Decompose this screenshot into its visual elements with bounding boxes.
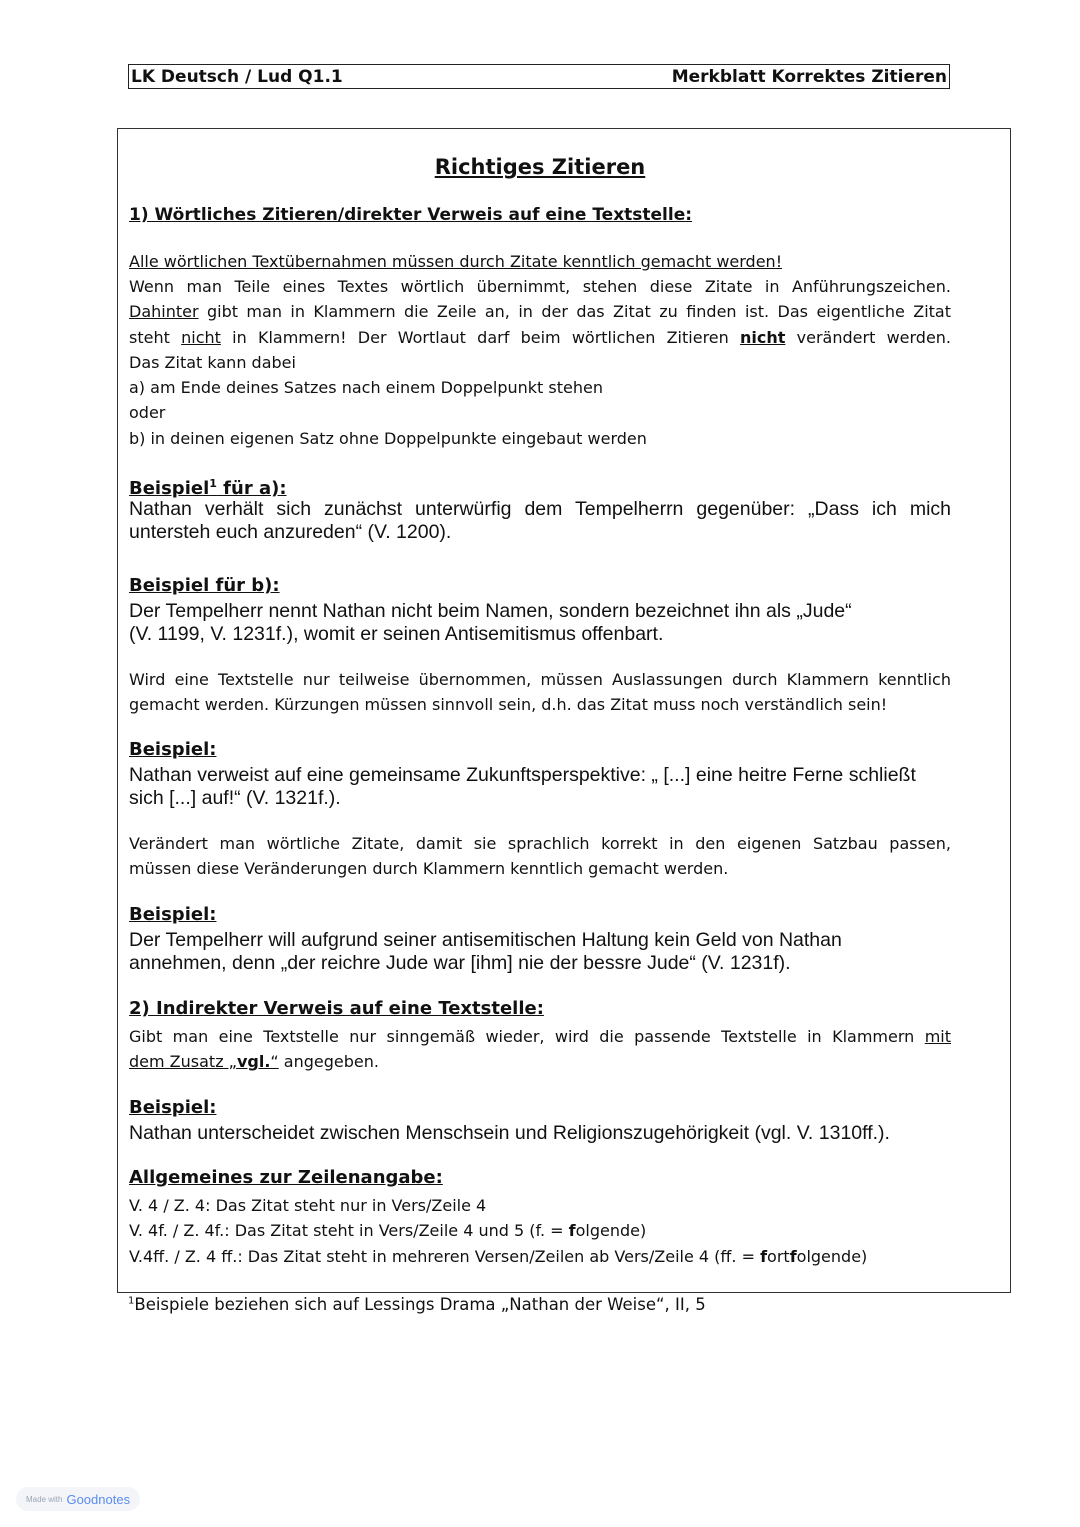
paragraph-line: Dahinter gibt man in Klammern die Zeile an, in der das Zitat zu finden ist. Das eigentliche Zitat xyxy=(129,302,951,321)
paragraph-line: dem Zusatz „vgl.“ angegeben. xyxy=(129,1052,379,1071)
list-item: V.4ff. / Z. 4 ff.: Das Zitat steht in mehreren Versen/Zeilen ab Vers/Zeile 4 (ff. = fortfolgende) xyxy=(129,1247,868,1266)
list-item: V. 4 / Z. 4: Das Zitat steht nur in Vers/Zeile 4 xyxy=(129,1196,487,1215)
example-line: annehmen, denn „der reichre Jude war [ihm] nie der bessre Jude“ (V. 1231f). xyxy=(129,952,791,974)
example-b-heading: Beispiel für b): xyxy=(129,575,280,596)
paragraph-line: Verändert man wörtliche Zitate, damit sie sprachlich korrekt in den eigenen Satzbau passen, xyxy=(129,834,951,853)
example-c-heading: Beispiel: xyxy=(129,739,217,760)
example-e-heading: Beispiel: xyxy=(129,1097,217,1118)
example-line: untersteh euch anzureden“ (V. 1200). xyxy=(129,521,452,543)
example-line: Nathan verweist auf eine gemeinsame Zukunftsperspektive: „ [...] eine heitre Ferne schließt xyxy=(129,764,916,786)
rule-text: Alle wörtlichen Textübernahmen müssen durch Zitate kenntlich gemacht werden! xyxy=(129,252,783,271)
goodnotes-logo: Goodnotes xyxy=(66,1491,131,1507)
paragraph-line: müssen diese Veränderungen durch Klammern kenntlich gemacht werden. xyxy=(129,859,729,878)
example-line: Nathan verhält sich zunächst unterwürfig dem Tempelherrn gegenüber: „Dass ich mich xyxy=(129,498,951,520)
example-line: (V. 1199, V. 1231f.), womit er seinen Antisemitismus offenbart. xyxy=(129,623,664,645)
page-header xyxy=(128,64,950,89)
goodnotes-badge xyxy=(16,1487,140,1511)
paragraph-line: Gibt man eine Textstelle nur sinngemäß wieder, wird die passende Textstelle in Klammern mit xyxy=(129,1027,951,1046)
paragraph-line: steht nicht in Klammern! Der Wortlaut darf beim wörtlichen Zitieren nicht verändert werden. xyxy=(129,328,952,347)
section1-heading: 1) Wörtliches Zitieren/direkter Verweis auf eine Textstelle: xyxy=(129,205,693,225)
example-line: Der Tempelherr nennt Nathan nicht beim Namen, sondern bezeichnet ihn als „Jude“ xyxy=(129,600,852,622)
course-label: LK Deutsch / Lud Q1.1 xyxy=(131,66,343,87)
paragraph-line: gemacht werden. Kürzungen müssen sinnvoll sein, d.h. das Zitat muss noch verständlich sein! xyxy=(129,695,888,714)
page-title: Richtiges Zitieren xyxy=(434,155,646,179)
example-line: Der Tempelherr will aufgrund seiner antisemitischen Haltung kein Geld von Nathan xyxy=(129,929,842,951)
general-heading: Allgemeines zur Zeilenangabe: xyxy=(129,1167,443,1188)
badge-prefix: Made with xyxy=(26,1494,63,1504)
example-line: Nathan unterscheidet zwischen Menschsein und Religionszugehörigkeit (vgl. V. 1310ff.). xyxy=(129,1122,890,1144)
paragraph-line: Wenn man Teile eines Textes wörtlich übernimmt, stehen diese Zitate in Anführungszeichen. xyxy=(129,277,951,296)
footnote: $^1$Beispiele beziehen sich auf Lessings Drama „Nathan der Weise“, II, 5 xyxy=(128,1295,706,1314)
example-line: sich [...] auf!“ (V. 1321f.). xyxy=(129,787,341,809)
paragraph-line: Das Zitat kann dabei xyxy=(129,353,296,372)
example-a-heading: Beispiel$^1$ für a): xyxy=(129,477,287,499)
sheet-title: Merkblatt Korrektes Zitieren xyxy=(671,66,947,87)
section2-heading: 2) Indirekter Verweis auf eine Textstelle: xyxy=(129,998,544,1019)
example-d-heading: Beispiel: xyxy=(129,904,217,925)
list-item: b) in deinen eigenen Satz ohne Doppelpunkte eingebaut werden xyxy=(129,429,647,448)
list-item: a) am Ende deines Satzes nach einem Doppelpunkt stehen xyxy=(129,378,603,397)
paragraph-line: oder xyxy=(129,403,166,422)
paragraph-line: Wird eine Textstelle nur teilweise übernommen, müssen Auslassungen durch Klammern kenntlich xyxy=(129,670,951,689)
list-item: V. 4f. / Z. 4f.: Das Zitat steht in Vers/Zeile 4 und 5 (f. = folgende) xyxy=(129,1221,647,1240)
